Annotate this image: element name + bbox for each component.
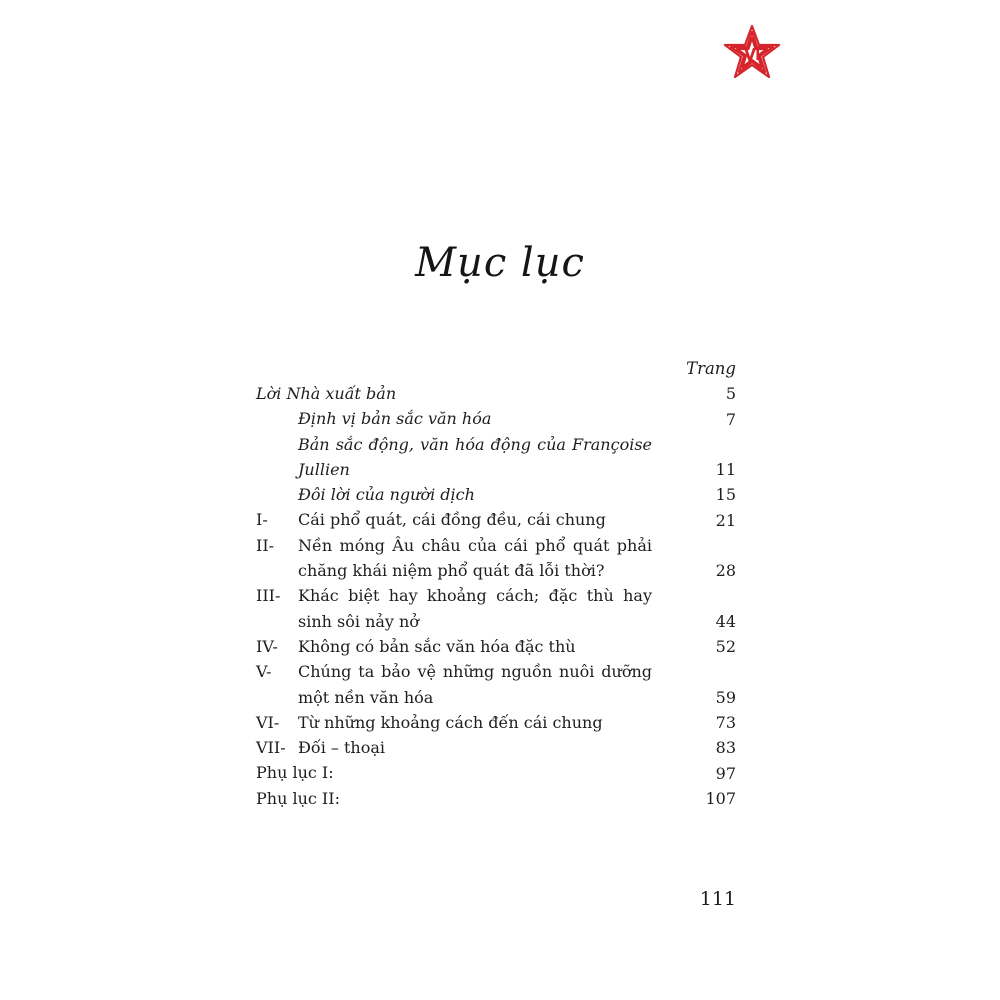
toc-entry-page: 44 xyxy=(715,611,736,631)
toc-entry-page: 7 xyxy=(725,409,736,429)
toc-entry-title: Không có bản sắc văn hóa đặc thù xyxy=(298,636,576,656)
toc-entry-title: Đôi lời của người dịch xyxy=(298,485,475,505)
toc-entry-title: Lời Nhà xuất bản xyxy=(256,384,397,403)
toc-entry-page: 59 xyxy=(715,687,736,707)
publisher-star-logo-icon xyxy=(722,24,782,84)
toc-entry-title: Khác biệt hay khoảng cách; đặc thù hay sinh sôi nảy nở xyxy=(298,586,652,631)
page-number: 111 xyxy=(699,888,736,910)
toc-entry-number: III- xyxy=(256,586,281,606)
toc-entry xyxy=(256,406,736,431)
toc-entry-title: Định vị bản sắc văn hóa xyxy=(298,409,492,429)
toc-entry xyxy=(256,533,736,584)
toc-entry xyxy=(256,634,736,659)
page-column-label: Trang xyxy=(686,359,736,378)
page-title: Mục lục xyxy=(415,240,585,286)
toc-entry xyxy=(256,786,736,811)
toc-entry-page: 52 xyxy=(715,637,736,657)
toc-entry-page: 97 xyxy=(715,763,736,783)
toc-entry-page: 107 xyxy=(705,789,736,809)
toc-entry-page: 5 xyxy=(725,384,736,404)
toc-entry-number: II- xyxy=(256,535,275,555)
toc-entry-title: Đối – thoại xyxy=(298,738,386,758)
toc-entry-page: 11 xyxy=(715,460,736,480)
toc-entry-page: 73 xyxy=(715,713,736,733)
toc-entry-title: Phụ lục II: xyxy=(256,788,340,808)
toc-entry xyxy=(256,482,736,507)
toc-entry-page: 83 xyxy=(715,738,736,758)
toc-entry-number: I- xyxy=(256,510,268,530)
toc-entry-page: 15 xyxy=(715,485,736,505)
toc-entry-title: Từ những khoảng cách đến cái chung xyxy=(298,712,603,732)
toc-entry xyxy=(256,735,736,760)
toc-entry-title: Cái phổ quát, cái đồng đều, cái chung xyxy=(298,510,606,530)
toc-entry xyxy=(256,659,736,710)
toc-entry-number: V- xyxy=(256,662,272,682)
toc-entry xyxy=(256,760,736,785)
toc-entry xyxy=(256,381,736,406)
toc-entry-title: Nền móng Âu châu của cái phổ quát phải chăng khái niệm phổ quát đã lỗi thời? xyxy=(298,535,652,581)
toc-entry xyxy=(256,583,736,634)
toc-entry xyxy=(256,432,736,483)
toc-entry-title: Chúng ta bảo vệ những nguồn nuôi dưỡng một nền văn hóa xyxy=(298,662,652,707)
toc-entry-title: Phụ lục I: xyxy=(256,763,334,783)
toc-entry xyxy=(256,507,736,532)
toc-entry-title: Bản sắc động, văn hóa động của Françoise Jullien xyxy=(298,434,652,479)
toc-entry-number: VI- xyxy=(256,712,280,732)
toc-entry-number: IV- xyxy=(256,636,278,656)
toc-entry-page: 21 xyxy=(715,510,736,530)
toc-entry-page: 28 xyxy=(715,561,736,581)
toc-entry-number: VII- xyxy=(256,738,286,758)
table-of-contents xyxy=(256,356,736,811)
toc-entry xyxy=(256,710,736,735)
